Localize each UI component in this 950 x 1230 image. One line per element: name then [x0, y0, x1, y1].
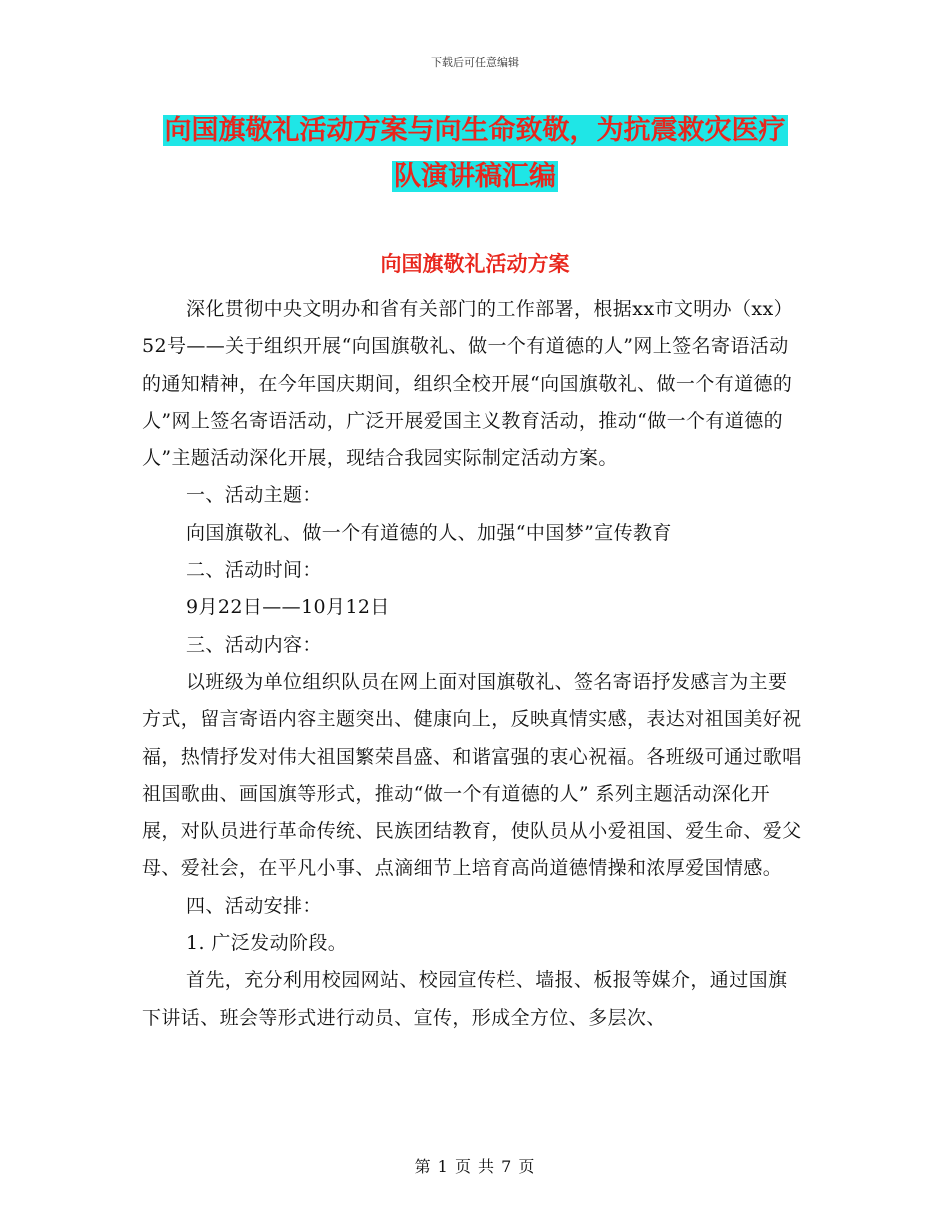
heading-arrangement: 四、活动安排： — [186, 894, 322, 917]
document-title — [140, 108, 810, 200]
heading-time: 二、活动时间： — [186, 559, 322, 582]
title-line-1: 向国旗敬礼活动方案与向生命致敬，为抗震救灾医疗 — [164, 115, 786, 146]
paragraph-intro: 深化贯彻中央文明办和省有关部门的工作部署，根据xx市文明办（xx）52号——关于组织开展“向国旗敬礼、做一个有道德的人”网上签名寄语活动的通知精神，在今年国庆期间，组织全校开展“向国旗敬礼、做一个有道德的人”网上签名寄语活动，广泛开展爱国主义教育活动，推动“做一个有道德的人”主题活动深化开展，现结合我园实际制定活动方案。 — [142, 298, 794, 470]
document-body — [142, 291, 806, 1037]
stage-1-heading: 1. 广泛发动阶段。 — [186, 932, 348, 955]
section-title: 向国旗敬礼活动方案 — [380, 252, 570, 276]
paragraph-content: 以班级为单位组织队员在网上面对国旗敬礼、签名寄语抒发感言为主要方式，留言寄语内容主题突出、健康向上，反映真情实感，表达对祖国美好祝福，热情抒发对伟大祖国繁荣昌盛、和谐富强的衷心祝福。各班级可通过歌唱祖国歌曲、画国旗等形式，推动“做一个有道德的人” 系列主题活动深化开展，对队员进行革命传统、民族团结教育，使队员从小爱祖国、爱生命、爱父母、爱社会，在平凡小事、点滴细节上培育高尚道德情操和浓厚爱国情感。 — [142, 670, 802, 880]
header-note: 下载后可任意编辑 — [431, 56, 519, 69]
paragraph-stage-1: 首先，充分利用校园网站、校园宣传栏、墙报、板报等媒介，通过国旗下讲话、班会等形式进行动员、宣传，形成全方位、多层次、 — [142, 969, 788, 1029]
time-text: 9月22日——10月12日 — [186, 596, 390, 619]
heading-content: 三、活动内容： — [186, 633, 322, 656]
title-line-2: 队演讲稿汇编 — [394, 161, 556, 192]
page-number: 第 1 页 共 7 页 — [414, 1157, 536, 1176]
heading-theme: 一、活动主题： — [186, 484, 322, 507]
theme-text: 向国旗敬礼、做一个有道德的人、加强“中国梦”宣传教育 — [186, 521, 672, 544]
